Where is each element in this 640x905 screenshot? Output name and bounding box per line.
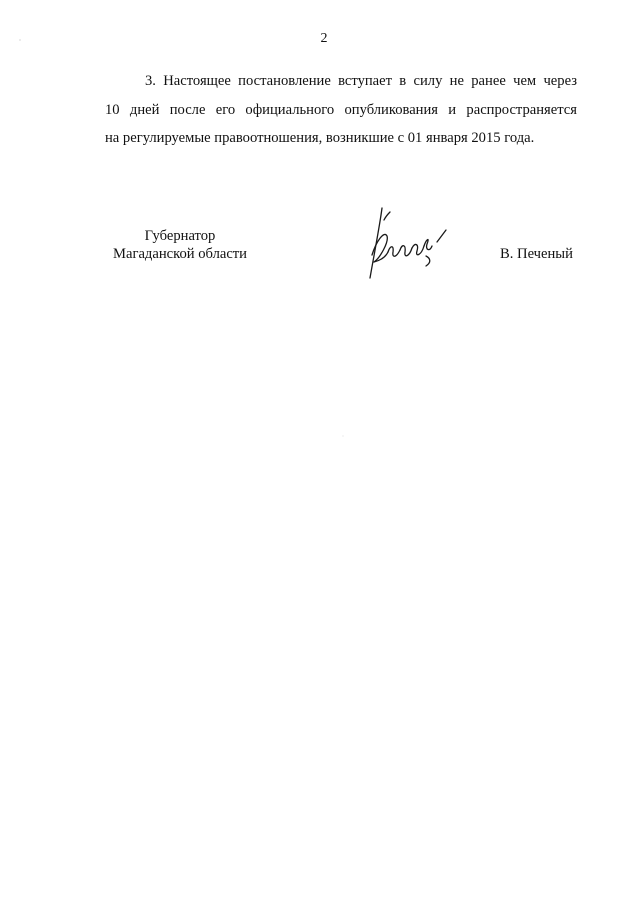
clause-line-3: на регулируемые правоотношения, возникшие с 01 января 2015 года.	[105, 130, 535, 146]
signatory-position-line-1: Губернатор	[144, 228, 216, 244]
clause-line-2: 10 дней после его официального опубликования и распространяется	[105, 101, 577, 118]
clause-line-1: 3. Настоящее постановление вступает в силу не ранее чем через	[145, 73, 577, 89]
signatory-position-line-2: Магаданской области	[113, 246, 247, 262]
clause-paragraph	[105, 67, 577, 153]
page-number: 2	[320, 31, 328, 46]
signatory-position	[108, 227, 252, 263]
signatory-name: В. Печеный	[500, 246, 573, 262]
handwritten-signature	[360, 200, 460, 290]
